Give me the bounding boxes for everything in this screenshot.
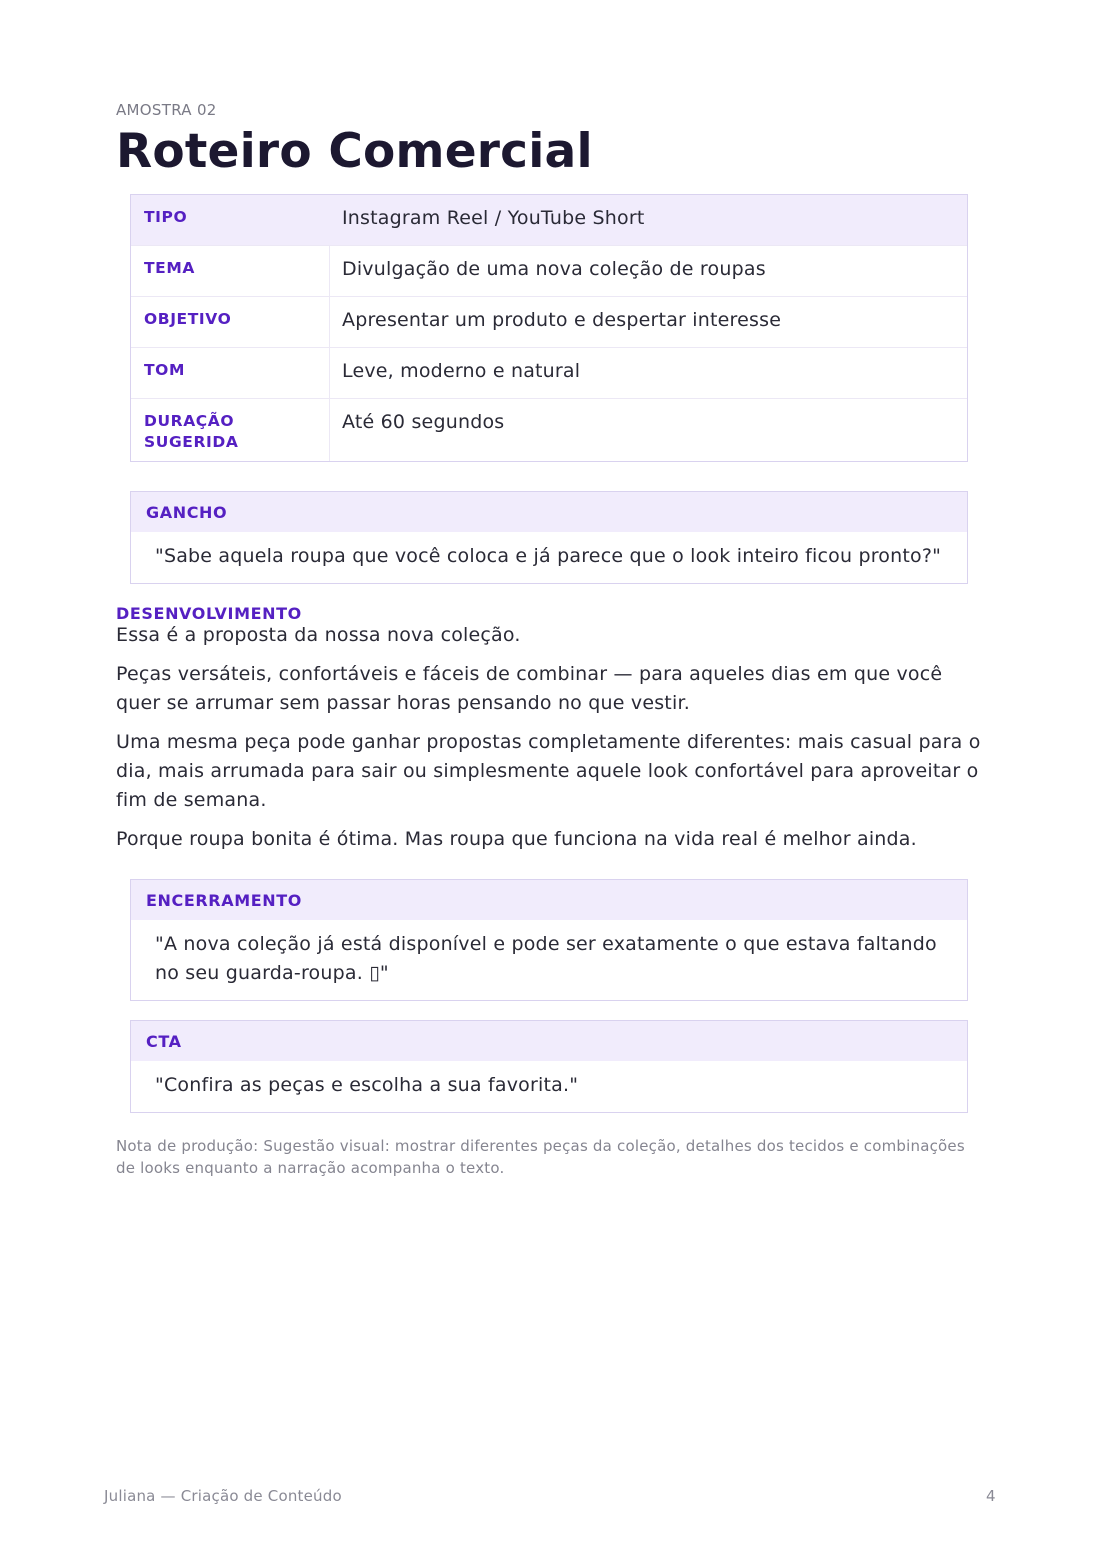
info-row-tema — [131, 246, 967, 297]
hook-box — [130, 491, 968, 584]
development-paragraph: Peças versáteis, confortáveis e fáceis de combinar — para aqueles dias em que você quer se arrumar sem passar horas pensando no que vestir. — [116, 663, 943, 714]
info-label: OBJETIVO — [131, 297, 330, 347]
info-label: TEMA — [131, 246, 330, 296]
info-value: Divulgação de uma nova coleção de roupas — [342, 258, 766, 280]
info-row-objetivo — [131, 297, 967, 348]
info-row-tom — [131, 348, 967, 399]
development-paragraph: Essa é a proposta da nossa nova coleção. — [116, 624, 521, 646]
footer-page-number: 4 — [986, 1487, 996, 1505]
info-label: TIPO — [144, 208, 188, 226]
info-row-duracao — [131, 399, 967, 461]
page-title: Roteiro Comercial — [116, 124, 593, 179]
info-value: Leve, moderno e natural — [342, 360, 581, 382]
closing-box — [130, 879, 968, 1001]
info-row-tipo — [131, 195, 967, 246]
info-label: DURAÇÃO SUGERIDA — [131, 399, 330, 461]
sample-eyebrow: AMOSTRA 02 — [116, 101, 217, 119]
production-note: Nota de produção: Sugestão visual: mostrar diferentes peças da coleção, detalhes dos tecidos e combinações de looks enquanto a narração acompanha o texto. — [116, 1137, 965, 1177]
cta-box — [130, 1020, 968, 1113]
info-label: TOM — [131, 348, 330, 398]
footer-author: Juliana — Criação de Conteúdo — [104, 1487, 342, 1505]
cta-text: "Confira as peças e escolha a sua favorita." — [155, 1074, 579, 1096]
info-value: Instagram Reel / YouTube Short — [342, 207, 645, 229]
closing-label: ENCERRAMENTO — [131, 880, 967, 920]
info-value: Até 60 segundos — [342, 411, 505, 433]
info-table — [130, 194, 968, 462]
info-value: Apresentar um produto e despertar interesse — [342, 309, 782, 331]
development-paragraph: Porque roupa bonita é ótima. Mas roupa que funciona na vida real é melhor ainda. — [116, 828, 917, 850]
development-label: DESENVOLVIMENTO — [116, 604, 302, 623]
hook-label: GANCHO — [131, 492, 967, 532]
development-paragraph: Uma mesma peça pode ganhar propostas completamente diferentes: mais casual para o dia, mais arrumada para sair ou simplesmente aquele look confortável para aproveitar o fim de semana. — [116, 731, 981, 811]
hook-text: "Sabe aquela roupa que você coloca e já parece que o look inteiro ficou pronto?" — [155, 545, 942, 567]
cta-label: CTA — [131, 1021, 967, 1061]
development-text — [116, 621, 986, 864]
closing-text: "A nova coleção já está disponível e pode ser exatamente o que estava faltando no seu guarda-roupa. ▯" — [155, 933, 937, 984]
